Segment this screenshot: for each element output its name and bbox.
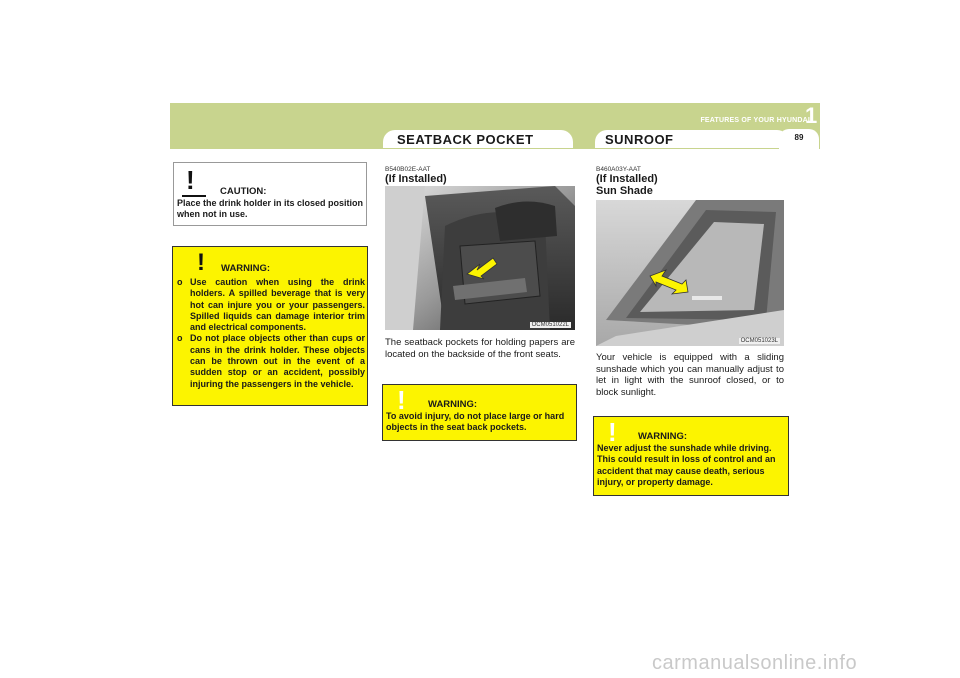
caution-box bbox=[173, 162, 367, 226]
section-header-text: FEATURES OF YOUR HYUNDAI bbox=[700, 117, 810, 124]
seatback-body-text: The seatback pockets for holding papers are located on the backside of the front seats. bbox=[385, 337, 575, 360]
warning-bullet-list bbox=[177, 277, 365, 390]
section-code: B460A03Y-AAT bbox=[596, 166, 641, 173]
warning-box-sunroof bbox=[593, 416, 789, 496]
warning-text: Never adjust the sunshade while driving. This could result in loss of control and an accident that may cause death, serious injury, or property damage. bbox=[597, 443, 776, 487]
caution-text: Place the drink holder in its closed position when not in use. bbox=[177, 198, 364, 220]
exclamation-icon: ! bbox=[397, 385, 406, 415]
warning-text: To avoid injury, do not place large or hard objects in the seat back pockets. bbox=[386, 411, 565, 433]
exclamation-icon: ! bbox=[197, 249, 205, 276]
page-number: 89 bbox=[779, 129, 819, 149]
sunroof-illustration bbox=[596, 200, 784, 346]
photo-code: OCM051022L bbox=[531, 322, 569, 328]
caution-title: CAUTION: bbox=[220, 186, 267, 197]
warning-box-seatback bbox=[382, 384, 577, 441]
list-item bbox=[177, 277, 365, 333]
sunroof-photo bbox=[596, 200, 784, 346]
subheading-if-installed: (If Installed) bbox=[596, 173, 658, 185]
warning-title: WARNING: bbox=[638, 431, 688, 442]
seatback-illustration bbox=[385, 186, 575, 330]
exclamation-icon: ! bbox=[608, 417, 617, 447]
section-title-seatback-pocket: SEATBACK POCKET bbox=[383, 130, 573, 148]
photo-code: OCM051023L bbox=[740, 338, 778, 344]
section-code: B540B02E-AAT bbox=[385, 166, 431, 173]
seatback-pocket-photo bbox=[385, 186, 575, 330]
exclamation-icon: ! bbox=[186, 165, 195, 195]
bullet-symbol: o bbox=[177, 277, 183, 287]
warning-box-drink-holder bbox=[172, 246, 368, 406]
chapter-number: 1 bbox=[805, 103, 818, 128]
bullet-text: Do not place objects other than cups or cans in the drink holder. These objects can be thrown out in the event of a sudden stop or an accident, possibly injuring the passengers in the vehicle. bbox=[190, 333, 365, 389]
section-title-sunroof: SUNROOF bbox=[595, 130, 789, 148]
warning-title: WARNING: bbox=[221, 263, 271, 274]
subheading-sun-shade: Sun Shade bbox=[596, 185, 653, 197]
warning-title: WARNING: bbox=[428, 399, 478, 410]
bullet-text: Use caution when using the drink holders. A spilled beverage that is very hot can injure you or your passengers. Spilled liquids can damage interior trim and electrical components. bbox=[190, 277, 365, 333]
sunroof-body-text: Your vehicle is equipped with a sliding sunshade which you can manually adjust to let in light with the sunroof closed, or to block sunlight. bbox=[596, 352, 784, 398]
subheading-if-installed: (If Installed) bbox=[385, 173, 447, 185]
watermark: carmanualsonline.info bbox=[652, 652, 858, 674]
list-item bbox=[177, 333, 365, 389]
bullet-symbol: o bbox=[177, 333, 183, 344]
